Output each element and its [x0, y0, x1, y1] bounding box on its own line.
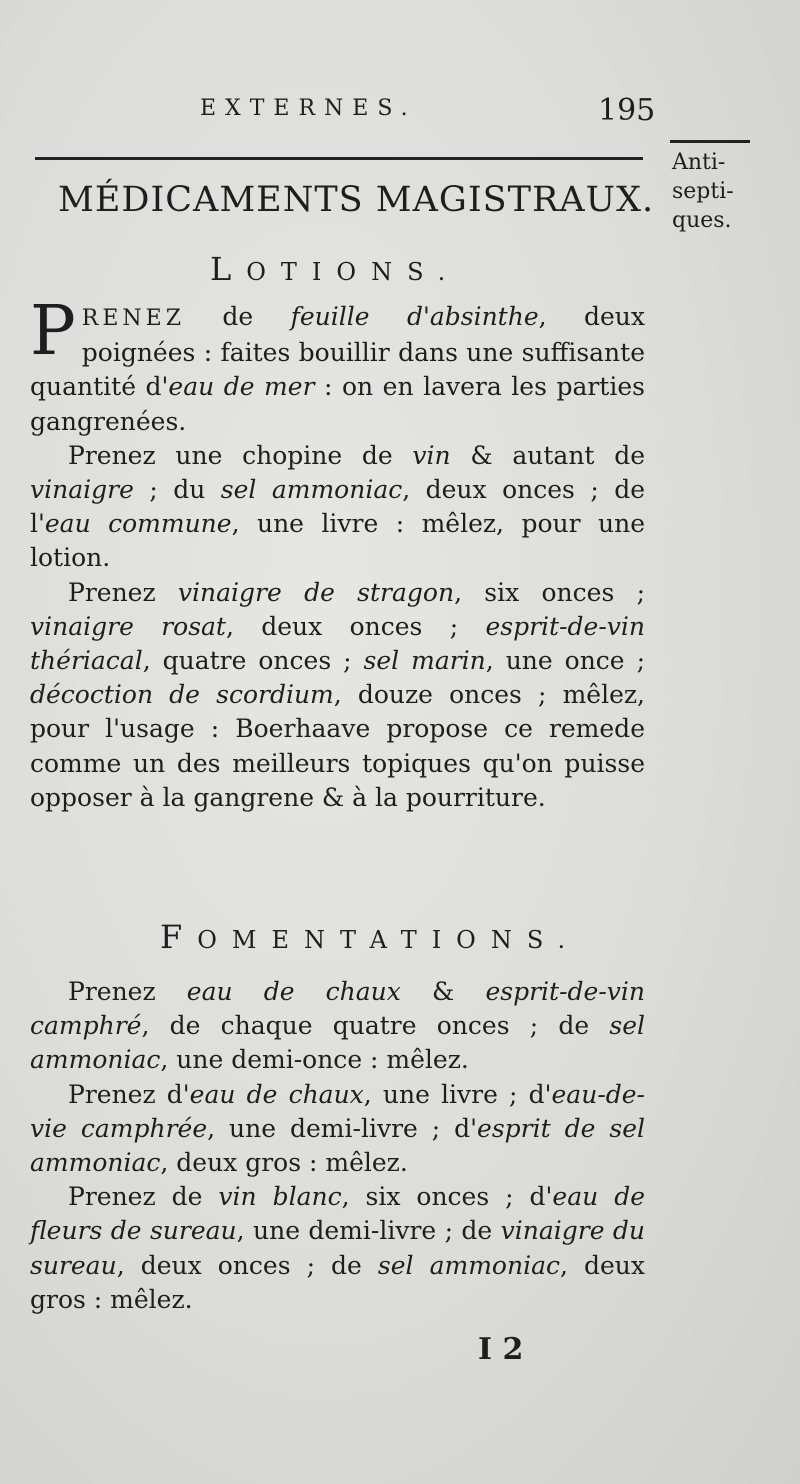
paragraph [30, 439, 645, 576]
lead-word: RENEZ [81, 306, 185, 331]
italic-run: vin [412, 440, 451, 470]
text-run: , deux onces ; [225, 611, 486, 641]
margin-note-line: septi- [672, 179, 734, 204]
italic-run: sel marin [363, 646, 486, 676]
italic-run: vinaigre [30, 475, 134, 505]
running-header: EXTERNES. [200, 96, 417, 121]
italic-run: vinaigre de stragon [177, 577, 455, 607]
italic-run: eau de fleurs de sureau [30, 1182, 645, 1246]
italic-run: eau commune [44, 509, 232, 539]
text-run: , une once ; [485, 646, 645, 676]
text-run: Prenez [68, 977, 187, 1006]
text-run: , de chaque quatre onces ; de [141, 1011, 610, 1041]
text-run: , deux onces ; de [116, 1250, 378, 1280]
text-run: , deux gros : mêlez. [30, 1250, 645, 1314]
heading-rest: OMENTATIONS. [197, 926, 581, 954]
fomentations-text [30, 975, 645, 1317]
italic-run: eau de chaux [186, 977, 401, 1006]
text-run: , deux poignées : faites bouillir dans une suffisante quantité d' [30, 302, 645, 402]
text-run: , une demi-livre ; de [236, 1216, 501, 1246]
italic-run: esprit-de-vin camphré [30, 977, 645, 1041]
drop-cap: P [30, 292, 76, 371]
text-run: Prenez d' [68, 1079, 190, 1109]
italic-run: décoction de scordium [30, 680, 334, 710]
heading-initial: L [210, 250, 247, 288]
text-run: de [185, 302, 291, 331]
text-run: , une demi-livre ; d' [207, 1113, 478, 1143]
text-run: , six onces ; d' [341, 1182, 553, 1212]
text-run: ; du [133, 475, 221, 505]
text-run: Prenez de [68, 1182, 219, 1212]
paragraph [30, 292, 645, 439]
margin-rule [670, 140, 750, 143]
italic-run: sel ammoniac [220, 475, 403, 505]
margin-note-line: ques. [672, 208, 732, 233]
text-run: , deux onces ; de l' [30, 475, 645, 539]
page-title: MÉDICAMENTS MAGISTRAUX. [58, 180, 655, 220]
paragraph [30, 975, 645, 1078]
text-run: , douze onces ; mêlez, pour l'usage : Boerhaave propose ce remede comme un des meilleurs topiques qu'on puisse opposer à la gangrene & à la pourriture. [30, 680, 645, 812]
text-run: , une demi-once : mêlez. [160, 1045, 469, 1075]
text-run: , une livre : mêlez, pour une lotion. [30, 509, 646, 573]
italic-run: eau de mer [168, 372, 315, 402]
section-heading-fomentations [160, 918, 580, 956]
text-run: & autant de [450, 440, 646, 470]
margin-note [672, 148, 762, 235]
text-run: , six onces ; [454, 577, 645, 607]
lotions-text [30, 292, 646, 815]
paragraph [30, 576, 645, 815]
text-run: & [400, 977, 486, 1006]
italic-run: vinaigre du sureau [30, 1216, 645, 1280]
heading-rest: OTIONS. [246, 258, 461, 286]
heading-initial: F [160, 918, 198, 956]
text-run: : on en lavera les parties gangrenées. [30, 372, 645, 436]
italic-run: sel ammoniac [377, 1250, 560, 1280]
italic-run: eau de chaux [189, 1079, 364, 1109]
italic-run: eau-de-vie camphrée [30, 1079, 646, 1143]
italic-run: vin blanc [218, 1182, 342, 1212]
text-run: Prenez [68, 577, 178, 607]
text-run: , deux gros : mêlez. [160, 1148, 408, 1178]
text-run: , quatre onces ; [142, 646, 364, 676]
section-heading-lotions [210, 250, 460, 288]
italic-run: feuille d'absinthe [290, 302, 539, 331]
text-run: Prenez une chopine de [68, 440, 413, 470]
paragraph [30, 1078, 645, 1181]
italic-run: esprit de sel ammoniac [30, 1113, 646, 1178]
italic-run: esprit-de-vin thériacal [30, 611, 645, 676]
page-number: 195 [598, 93, 656, 128]
header-rule [35, 157, 643, 160]
margin-note-line: Anti- [672, 150, 726, 175]
italic-run: sel ammoniac [30, 1011, 645, 1075]
text-run: , une livre ; d' [363, 1079, 552, 1109]
italic-run: vinaigre rosat [30, 611, 226, 641]
signature-mark: I 2 [478, 1332, 524, 1367]
paragraph [30, 1180, 645, 1317]
